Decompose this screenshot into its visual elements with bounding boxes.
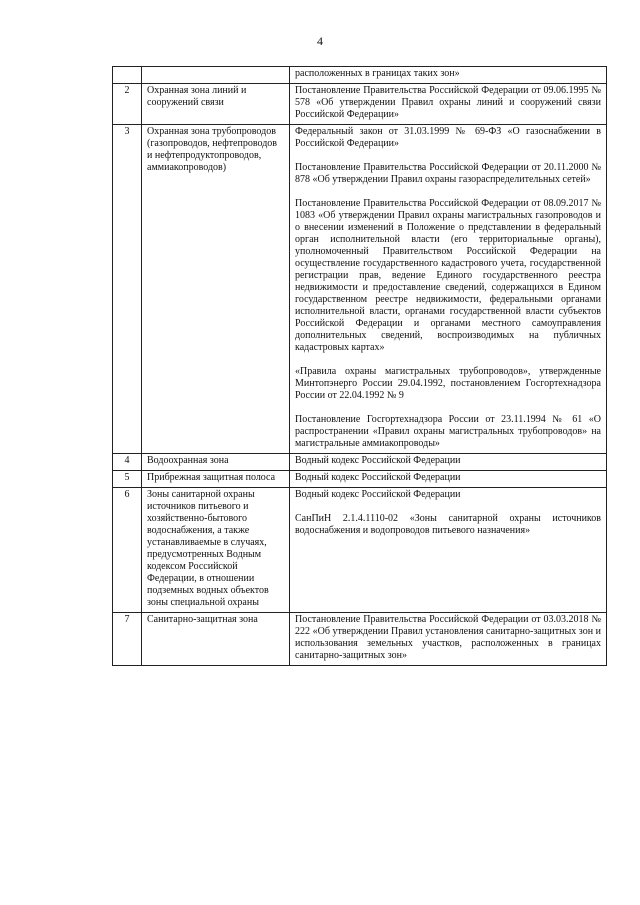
zone-cell: Зоны санитарной охраны источников питьевого и хозяйственно-бытового водоснабжения, а также устанавливаемые в случаях, предусмотренных Водным кодексом Российской Федерации, в отношении подземных водных объектов зоны специальной охраны <box>142 488 290 613</box>
table-row <box>113 471 607 488</box>
row-number-cell: 7 <box>113 613 142 666</box>
documents-cell <box>290 454 607 471</box>
document-text: Постановление Правительства Российской Федерации от 03.03.2018 № 222 «Об утверждении Правил установления санитарно-защитных зон и использования земельных участков, расположенных в границах санитарно-защитных зон» <box>295 614 601 661</box>
documents-cell <box>290 125 607 454</box>
documents-cell <box>290 67 607 84</box>
documents-cell <box>290 613 607 666</box>
documents-cell <box>290 488 607 613</box>
table-row-continuation <box>113 67 607 84</box>
table-row <box>113 84 607 125</box>
document-text: СанПиН 2.1.4.1110-02 «Зоны санитарной охраны источников водоснабжения и водопроводов питьевого назначения» <box>295 513 601 536</box>
document-text: Водный кодекс Российской Федерации <box>295 472 461 483</box>
documents-cell <box>290 471 607 488</box>
zone-cell: Водоохранная зона <box>142 454 290 471</box>
document-text: расположенных в границах таких зон» <box>295 68 460 79</box>
zone-cell <box>142 67 290 84</box>
table-row <box>113 454 607 471</box>
zone-cell: Охранная зона трубопроводов (газопроводов, нефтепроводов и нефтепродуктопроводов, аммиакопроводов) <box>142 125 290 454</box>
table-row <box>113 613 607 666</box>
zone-cell: Охранная зона линий и сооружений связи <box>142 84 290 125</box>
document-text: Постановление Правительства Российской Федерации от 20.11.2000 № 878 «Об утверждении Правил охраны газораспределительных сетей» <box>295 162 601 185</box>
zones-regulations-table <box>112 66 607 666</box>
zone-cell: Санитарно-защитная зона <box>142 613 290 666</box>
document-text: Постановление Правительства Российской Федерации от 09.06.1995 № 578 «Об утверждении Правил охраны линий и сооружений связи Российской Федерации» <box>295 85 601 120</box>
row-number-cell: 3 <box>113 125 142 454</box>
document-text: Водный кодекс Российской Федерации <box>295 455 461 466</box>
row-number-cell: 4 <box>113 454 142 471</box>
row-number-cell: 6 <box>113 488 142 613</box>
document-text: «Правила охраны магистральных трубопроводов», утвержденные Минтопэнерго России 29.04.1992, постановлением Госгортехнадзора России от 22.04.1992 № 9 <box>295 366 601 401</box>
row-number-cell: 2 <box>113 84 142 125</box>
row-number-cell <box>113 67 142 84</box>
table-row <box>113 125 607 454</box>
document-text: Постановление Правительства Российской Федерации от 08.09.2017 № 1083 «Об утверждении Правил охраны магистральных газопроводов и о внесении изменений в Положение о представлении в федеральный орган исполнительной власти (его территориальные органы), уполномоченный Правительством Российской Федерации на осуществление государственного кадастрового учета, государственной регистрации прав, ведение Единого государственного реестра недвижимости и предоставление сведений, содержащихся в Едином государственном реестре недвижимости, федеральными органами исполнительной власти, органами государственной власти субъектов Российской Федерации и органами местного самоуправления дополнительных сведений, воспроизводимых на публичных кадастровых картах» <box>295 198 601 353</box>
documents-cell <box>290 84 607 125</box>
document-text: Постановление Госгортехнадзора России от 23.11.1994 № 61 «О распространении «Правил охраны магистральных трубопроводов» на магистральные аммиакопроводы» <box>295 414 601 449</box>
row-number-cell: 5 <box>113 471 142 488</box>
document-text: Федеральный закон от 31.03.1999 № 69-ФЗ «О газоснабжении в Российской Федерации» <box>295 126 601 149</box>
document-text: Водный кодекс Российской Федерации <box>295 489 461 500</box>
page-number: 4 <box>317 34 323 48</box>
zone-cell: Прибрежная защитная полоса <box>142 471 290 488</box>
table-row <box>113 488 607 613</box>
